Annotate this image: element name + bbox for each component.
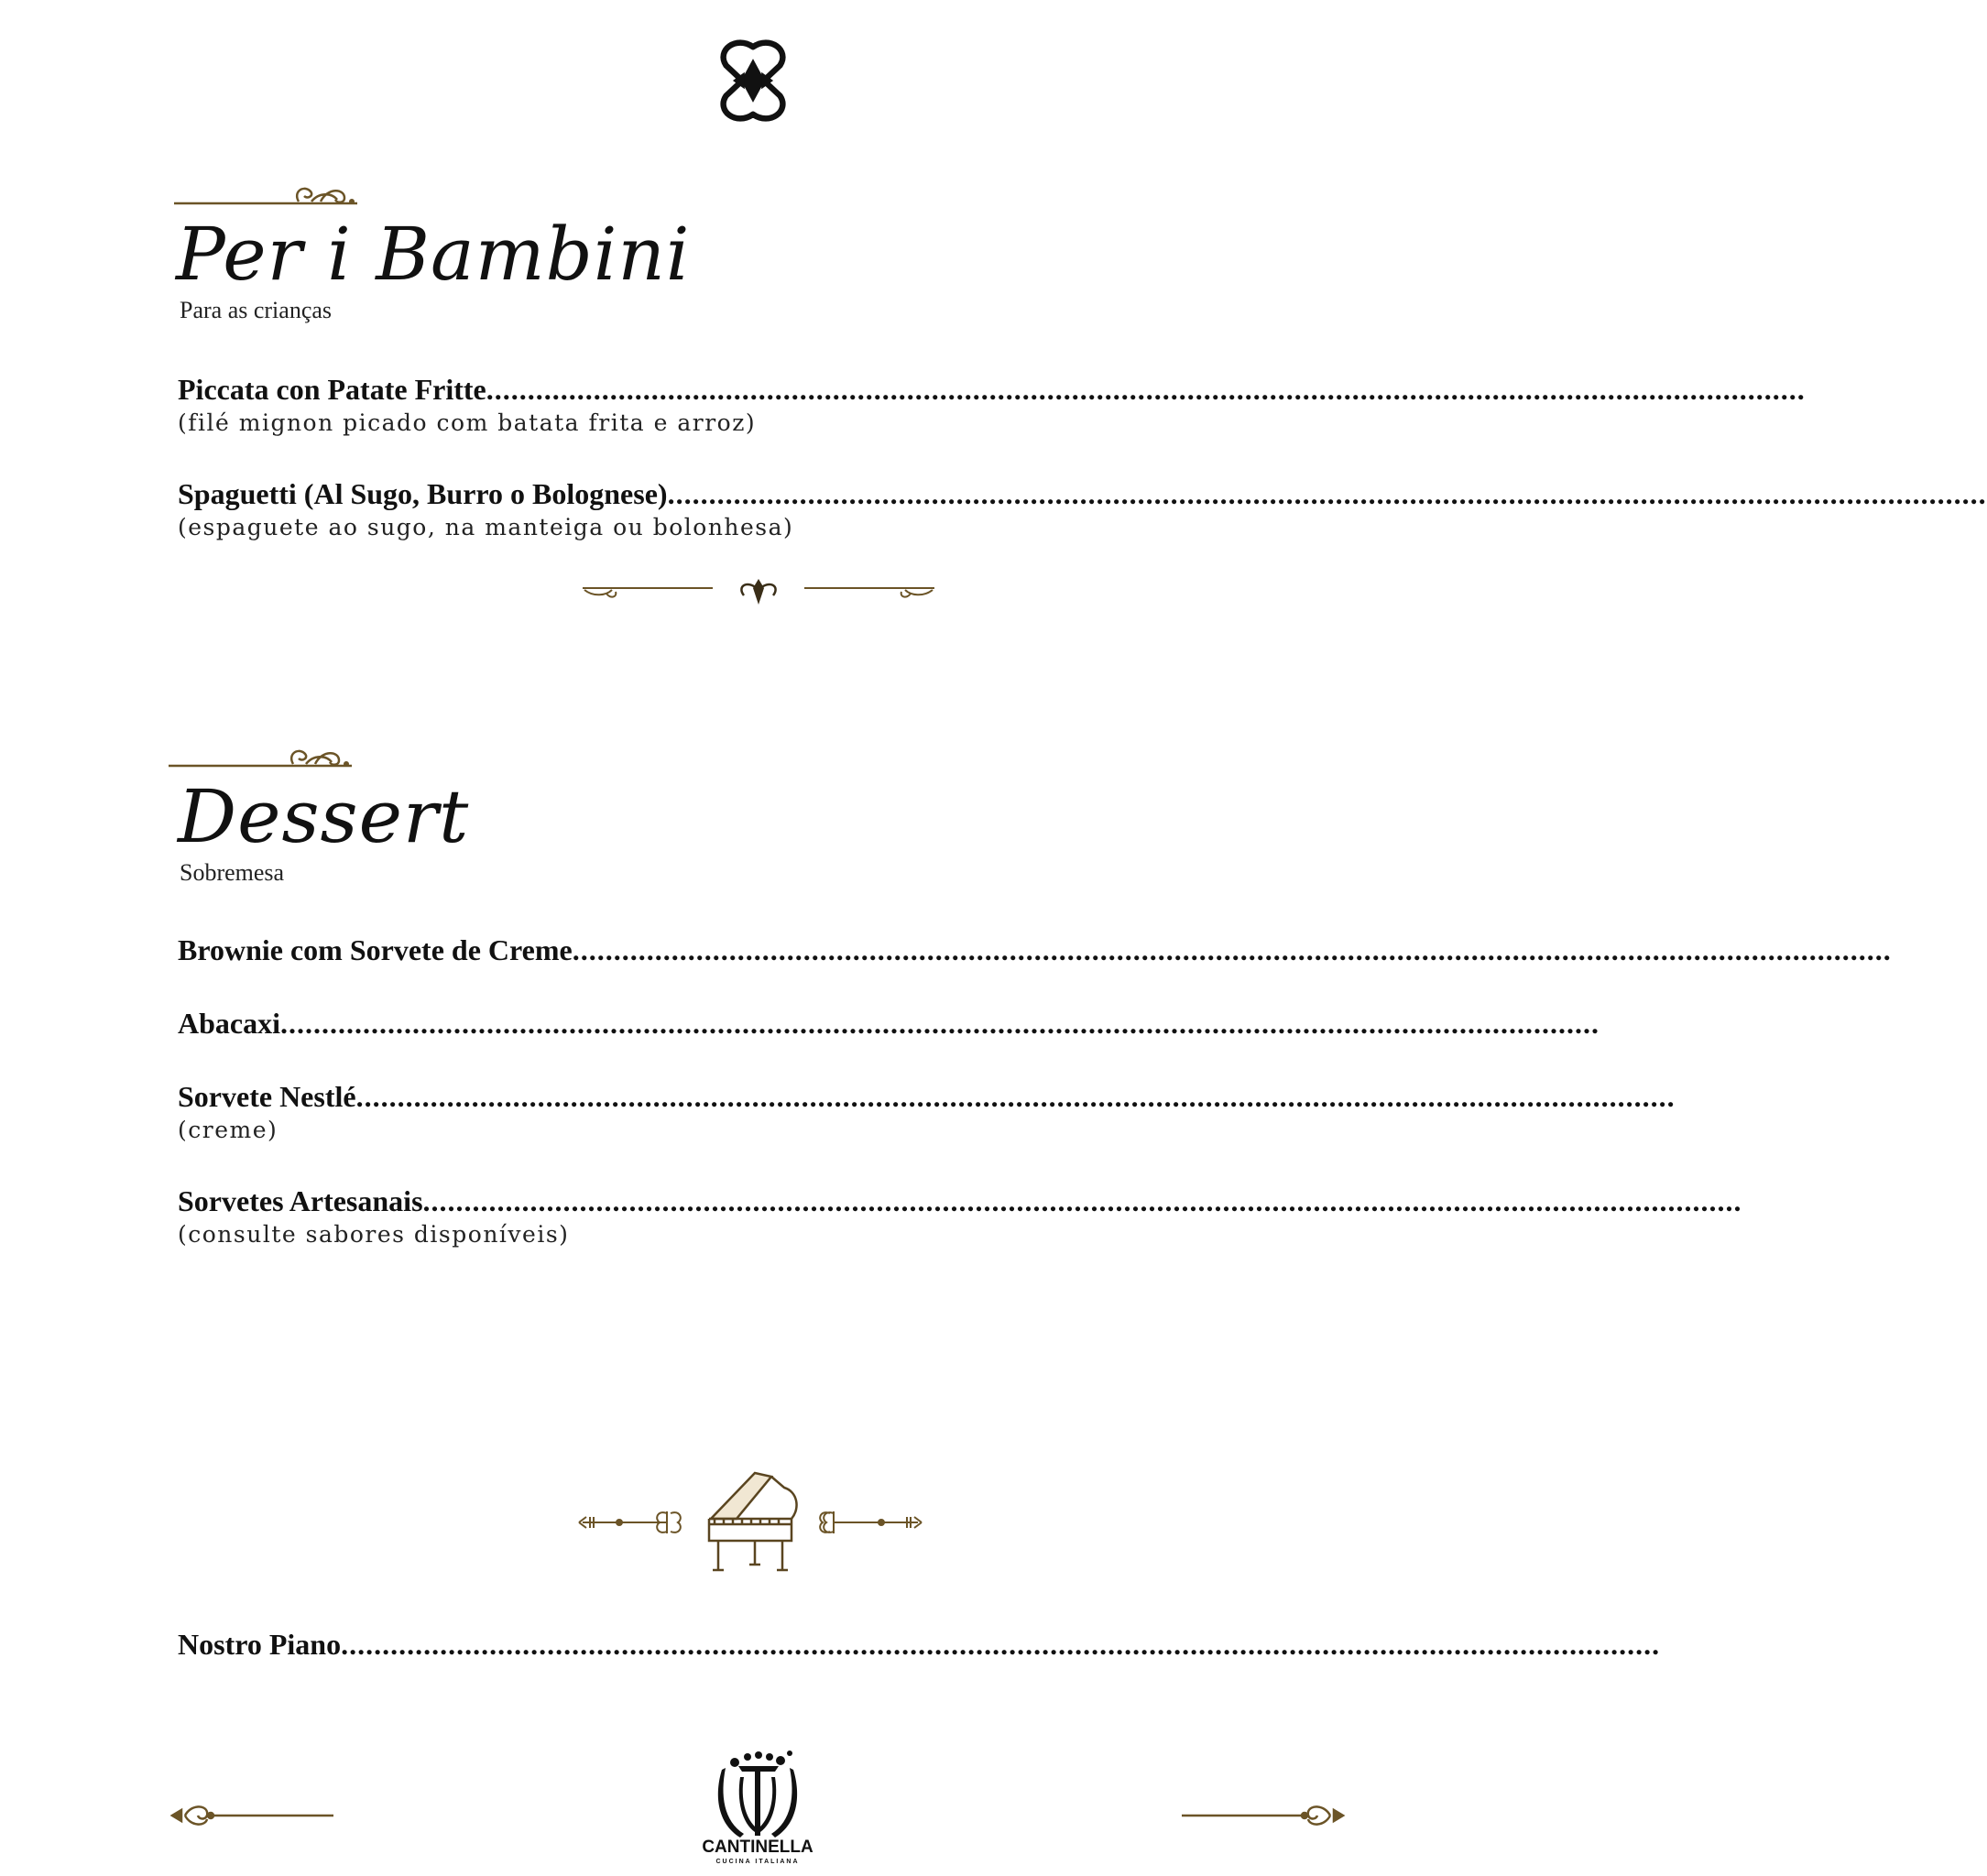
menu-item — [178, 1184, 1742, 1249]
menu-item — [178, 1080, 1676, 1144]
dot-leader: ................................................................................................................................................................ — [422, 1184, 1742, 1217]
cantinella-logo — [702, 1750, 813, 1867]
menu-item-name: Sorvete Nestlé — [178, 1080, 356, 1113]
menu-item — [178, 933, 1892, 966]
celtic-knot-emblem-icon — [711, 38, 795, 123]
dot-leader: ................................................................................................................................................................ — [486, 373, 1806, 406]
dot-leader: ................................................................................................................................................................ — [667, 477, 1987, 510]
footer-ornament-left-icon — [169, 1799, 337, 1832]
menu-item — [178, 477, 1987, 541]
section-subtitle-dessert: Sobremesa — [180, 859, 285, 886]
menu-item-name: Abacaxi — [178, 1007, 280, 1040]
menu-item-description: (filé mignon picado com batata frita e arroz) — [178, 409, 757, 437]
menu-item-piano — [178, 1628, 1661, 1661]
svg-text:CUCINA ITALIANA: CUCINA ITALIANA — [715, 1859, 800, 1865]
section-divider-ornament-icon — [575, 573, 942, 610]
menu-item-name: Sorvetes Artesanais — [178, 1184, 423, 1217]
section-title-dessert: Dessert — [178, 774, 470, 859]
section-subtitle-bambini: Para as crianças — [180, 297, 333, 323]
footer-ornament-right-icon — [1178, 1799, 1347, 1832]
section-title-bambini: Per i Bambini — [176, 212, 691, 297]
menu-item-name: Nostro Piano — [178, 1628, 342, 1661]
dot-leader: ................................................................................................................................................................ — [341, 1628, 1661, 1661]
menu-item-name: Piccata con Patate Fritte — [178, 373, 486, 406]
dot-leader: ................................................................................................................................................................ — [280, 1007, 1599, 1040]
menu-item-name: Brownie com Sorvete de Creme — [178, 933, 573, 966]
section-header-ornament-icon — [169, 742, 352, 769]
menu-item-description: (espaguete ao sugo, na manteiga ou bolonhesa) — [178, 514, 794, 541]
menu-item-name: Spaguetti (Al Sugo, Burro o Bolognese) — [178, 477, 668, 510]
menu-item — [178, 373, 1806, 437]
menu-item-description: (creme) — [178, 1117, 278, 1144]
dot-leader: ................................................................................................................................................................ — [572, 933, 1892, 966]
grand-piano-icon — [575, 1467, 925, 1581]
menu-item — [178, 1007, 1599, 1040]
dot-leader: ................................................................................................................................................................ — [355, 1080, 1676, 1113]
section-header-ornament-icon — [174, 180, 357, 207]
menu-item-description: (consulte sabores disponíveis) — [178, 1221, 570, 1249]
svg-text:CANTINELLA: CANTINELLA — [702, 1838, 813, 1857]
